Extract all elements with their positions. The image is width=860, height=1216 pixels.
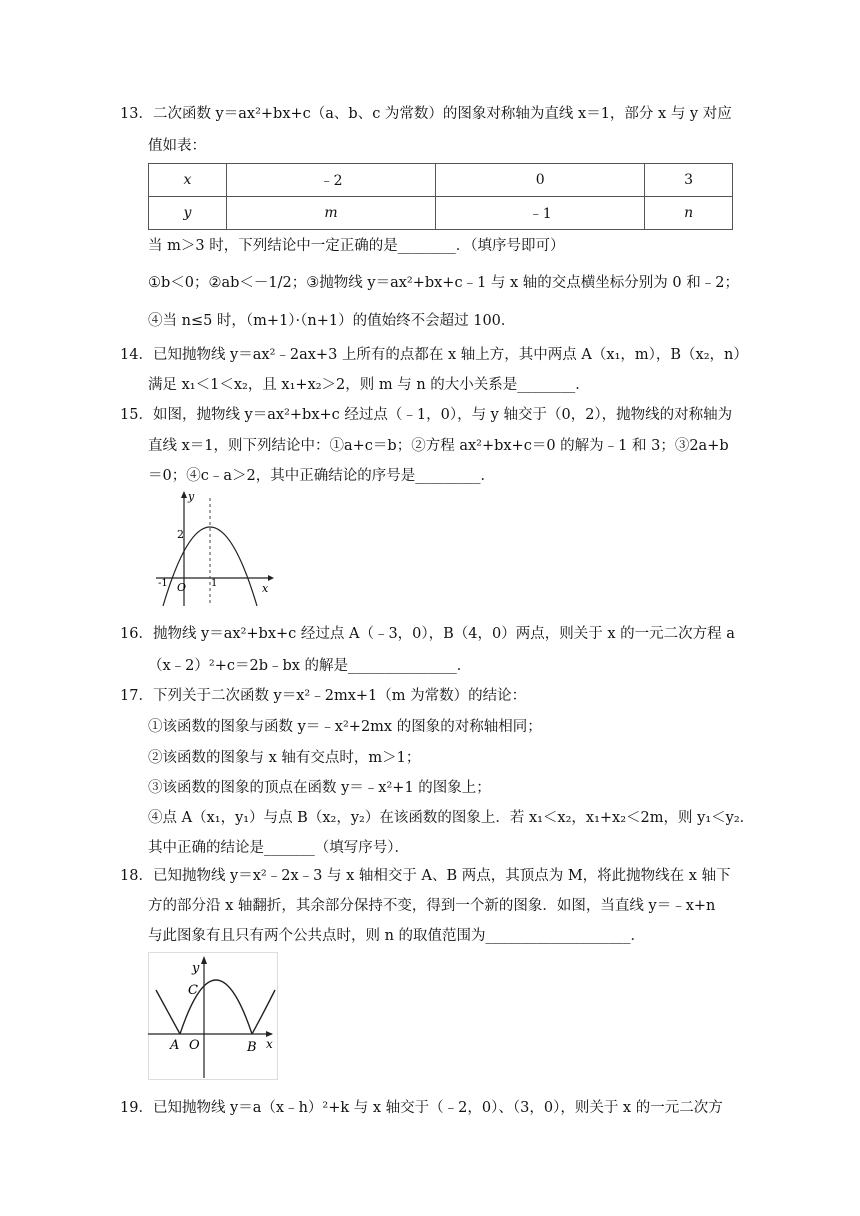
q17-statement-4: ④点 A（x₁，y₁）与点 B（x₂，y₂）在该函数的图象上．若 x₁＜x₂，x₁+x₂＜2m，则 y₁＜y₂． [148,810,755,826]
origin-label: O [189,1038,200,1053]
table-cell: m [227,197,436,230]
table-row [149,197,733,230]
values-table [148,163,733,230]
table-cell: 0 [436,164,645,197]
q17-conclusion: 其中正确的结论是_______（填写序号）． [148,840,409,856]
table-cell: ﹣2 [227,164,436,197]
q17-statement-2: ②该函数的图象与 x 轴有交点时，m＞1； [148,750,421,766]
q13-options-1: ①b＜0；②ab＜－1/2；③抛物线 y＝ax²+bx+c﹣1 与 x 轴的交点横坐标分别为 0 和﹣2； [148,275,739,291]
table-cell: n [645,197,733,230]
y-axis-label: y [192,961,200,976]
q18-line-3: 与此图象有且只有两个公共点时，则 n 的取值范围为____________________． [148,928,646,944]
q16-line-2: （x﹣2）²+c＝2b﹣bx 的解是_______________． [148,658,472,674]
q15-line-1: 15．如图，抛物线 y＝ax²+bx+c 经过点（﹣1，0），与 y 轴交于（0，2），抛物线的对称轴为 [120,407,733,423]
point-b-label: B [247,1040,257,1055]
tick-label-2: 2 [177,528,184,541]
q17-statement-3: ③该函数的图象的顶点在函数 y＝﹣x²+1 的图象上； [148,780,491,796]
folded-parabola-graph-q18 [148,952,278,1080]
point-a-label: A [170,1038,180,1053]
q13-options-2: ④当 n≤5 时，（m+1）·（n+1）的值始终不会超过 100． [148,313,516,329]
q15-line-2: 直线 x＝1，则下列结论中：①a+c＝b；②方程 ax²+bx+c＝0 的解为﹣1 和 3；③2a+b [148,438,729,454]
q17-statement-1: ①该函数的图象与函数 y＝﹣x²+2mx 的图象的对称轴相同； [148,719,542,735]
table-cell: x [149,164,227,197]
table-cell: y [149,197,227,230]
y-axis-label: y [188,490,195,503]
x-axis-label: x [266,1037,273,1051]
q13-line-1: 13．二次函数 y＝ax²+bx+c（a、b、c 为常数）的图象对称轴为直线 x＝1，部分 x 与 y 对应 [120,106,732,122]
q14-line-1: 14．已知抛物线 y＝ax²﹣2ax+3 上所有的点都在 x 轴上方，其中两点 A（x₁，m），B（x₂，n） [120,347,748,363]
parabola-graph-q15 [148,488,278,608]
table-cell: 3 [645,164,733,197]
tick-label-1: 1 [211,578,218,589]
origin-label: O [177,581,187,594]
q13-line-3: 当 m＞3 时，下列结论中一定正确的是________．（填序号即可） [148,238,565,254]
q18-line-1: 18．已知抛物线 y＝x²﹣2x﹣3 与 x 轴相交于 A、B 两点，其顶点为 M，将此抛物线在 x 轴下 [120,868,731,884]
q16-line-1: 16．抛物线 y＝ax²+bx+c 经过点 A（﹣3，0），B（4，0）两点，则关于 x 的一元二次方程 a [120,626,735,642]
tick-label-neg1: -1 [158,578,168,589]
q17-line-1: 17．下列关于二次函数 y＝x²﹣2mx+1（m 为常数）的结论： [120,688,527,704]
q14-line-2: 满足 x₁＜1＜x₂，且 x₁+x₂＞2，则 m 与 n 的大小关系是________． [148,377,590,393]
table-row [149,164,733,197]
point-c-label: C [188,983,198,998]
q15-line-3: ＝0；④c﹣a＞2，其中正确结论的序号是_________． [148,468,495,484]
table-cell: ﹣1 [436,197,645,230]
q19-line-1: 19．已知抛物线 y＝a（x﹣h）²+k 与 x 轴交于（﹣2，0）、（3，0），则关于 x 的一元二次方 [120,1100,723,1116]
q18-line-2: 方的部分沿 x 轴翻折，其余部分保持不变，得到一个新的图象．如图，当直线 y＝﹣x+n [148,898,716,914]
q13-line-2: 值如表： [148,138,206,154]
x-axis-label: x [262,582,269,595]
